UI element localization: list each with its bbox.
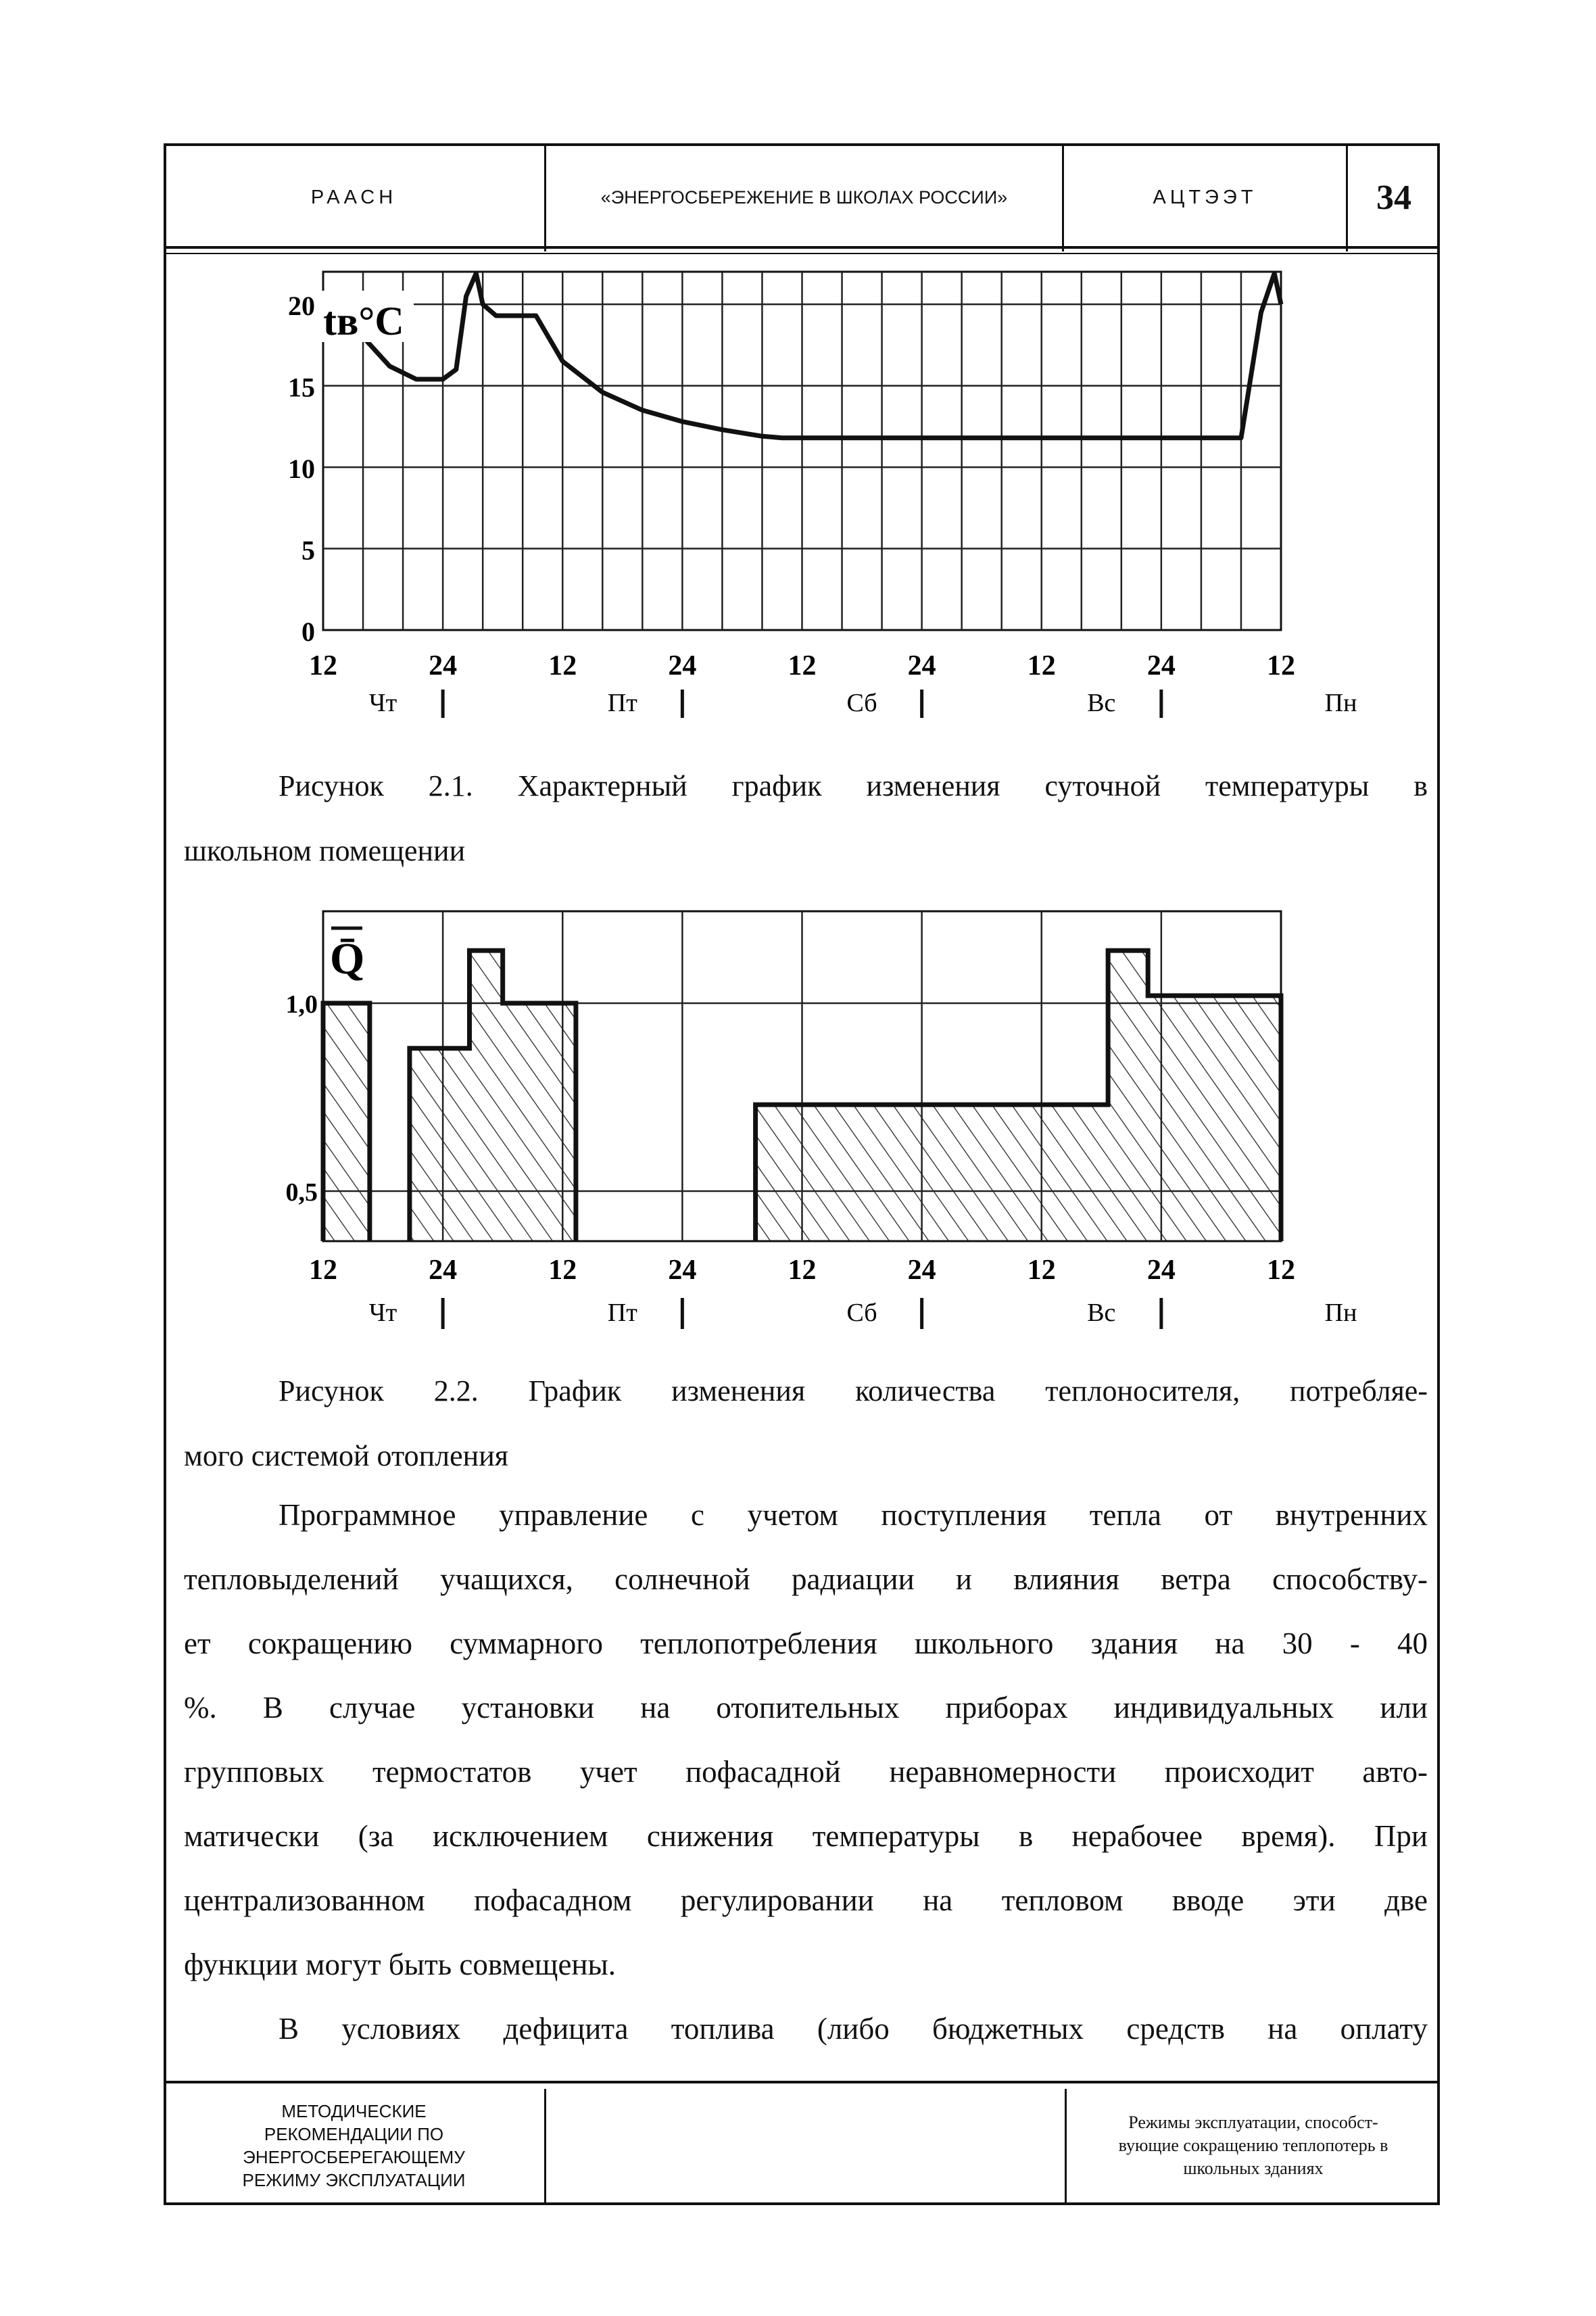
page-number: 34 <box>1376 178 1411 217</box>
heat-carrier-day-label: Сб <box>846 1299 877 1327</box>
temperature-y-tick: 15 <box>288 372 315 403</box>
temperature-day-label: Вс <box>1087 689 1116 717</box>
footer-left-line: ЭНЕРГОСБЕРЕГАЮЩЕМУ <box>243 2147 465 2167</box>
body-line: В условиях дефицита топлива (либо бюджетных средств на оплату <box>279 2012 1428 2046</box>
temperature-ylabel: tв°C <box>323 299 404 343</box>
header-org-left-text: РААСН <box>310 186 397 208</box>
temperature-day-label: Сб <box>846 689 877 717</box>
temperature-day-label: Пт <box>607 689 637 717</box>
heat-carrier-bar <box>1148 996 1281 1241</box>
heat-carrier-y-tick: 1,0 <box>285 990 318 1019</box>
footer-right-line: Режимы эксплуатации, способст- <box>1128 2113 1378 2132</box>
heat-carrier-bar <box>323 1003 370 1241</box>
footer-left-line: РЕЖИМУ ЭКСПЛУАТАЦИИ <box>242 2170 466 2190</box>
header-org-right-text: АЦТЭЭТ <box>1153 186 1257 208</box>
temperature-x-tick: 12 <box>788 650 817 681</box>
footer-left-line: РЕКОМЕНДАЦИИ ПО <box>264 2124 444 2144</box>
temperature-y-tick: 0 <box>301 617 315 647</box>
heat-carrier-x-tick: 24 <box>1146 1255 1176 1286</box>
footer-right-line: школьных зданиях <box>1183 2158 1324 2178</box>
heat-carrier-x-tick: 12 <box>309 1255 337 1286</box>
temperature-x-tick: 24 <box>668 650 697 681</box>
footer-left <box>164 2089 546 2202</box>
footer-right <box>1067 2089 1440 2202</box>
header-title-text: «ЭНЕРГОСБЕРЕЖЕНИЕ В ШКОЛАХ РОССИИ» <box>600 187 1008 208</box>
page-footer <box>164 2081 1440 2205</box>
heat-carrier-bar <box>469 950 502 1241</box>
temperature-day-label: Чт <box>368 689 397 717</box>
figure-2-2-caption-line-2: мого системой отопления <box>184 1439 508 1472</box>
heat-carrier-y-tick: 0,5 <box>285 1178 318 1207</box>
footer-right-line: вующие сокращению теплопотерь в <box>1118 2136 1388 2155</box>
heat-carrier-x-tick: 12 <box>1267 1255 1295 1286</box>
temperature-day-label: Пн <box>1324 689 1357 717</box>
heat-carrier-day-label: Пн <box>1324 1299 1357 1327</box>
body-line: централизованном пофасадном регулировании на тепловом вводе эти две <box>184 1883 1428 1917</box>
temperature-x-tick: 24 <box>907 650 936 681</box>
footer-center <box>546 2089 1067 2202</box>
body-line: %. В случае установки на отопительных приборах индивидуальных или <box>184 1691 1428 1724</box>
heat-carrier-x-tick: 12 <box>1027 1255 1056 1286</box>
heat-carrier-x-tick: 24 <box>668 1255 697 1286</box>
body-paragraph-1 <box>184 1483 1428 1997</box>
heat-carrier-day-labels <box>369 1298 1357 1329</box>
heat-carrier-day-label: Вс <box>1087 1299 1116 1327</box>
heat-carrier-bar <box>756 1105 1109 1241</box>
figure-2-1-caption-line-1: Рисунок 2.1. Характерный график изменения суточной температуры в <box>279 769 1428 802</box>
temperature-y-tick: 10 <box>288 454 315 485</box>
temperature-x-tick: 24 <box>429 650 458 681</box>
heat-carrier-x-ticks <box>309 1255 1295 1286</box>
heat-carrier-x-tick: 12 <box>548 1255 577 1286</box>
temperature-y-tick: 5 <box>301 535 315 566</box>
body-line: ет сокращению суммарного теплопотребления школьного здания на 30 - 40 <box>184 1626 1428 1660</box>
temperature-x-tick: 12 <box>548 650 577 681</box>
figure-2-1-caption-line-2: школьном помещении <box>184 834 466 867</box>
temperature-x-tick: 12 <box>309 650 337 681</box>
body-line: матически (за исключением снижения температуры в нерабочее время). При <box>184 1819 1428 1853</box>
body-line: тепловыделений учащихся, солнечной радиации и влияния ветра способству- <box>184 1562 1428 1596</box>
heat-carrier-x-tick: 24 <box>907 1255 936 1286</box>
heat-carrier-bar <box>503 1003 576 1241</box>
temperature-x-tick: 12 <box>1027 650 1056 681</box>
temperature-x-tick: 24 <box>1146 650 1176 681</box>
heat-carrier-day-label: Чт <box>368 1299 397 1327</box>
figure-2-2-caption-line-1: Рисунок 2.2. График изменения количества теплоносителя, потребляе- <box>279 1374 1428 1407</box>
heat-carrier-bar <box>1108 950 1148 1241</box>
temperature-x-tick: 12 <box>1267 650 1295 681</box>
body-paragraph-2 <box>184 1997 1428 2061</box>
heat-carrier-ylabel: Q̄ <box>330 934 365 984</box>
heat-carrier-day-label: Пт <box>607 1299 637 1327</box>
heat-carrier-x-tick: 24 <box>429 1255 458 1286</box>
temperature-y-tick: 20 <box>288 291 315 322</box>
heat-carrier-x-tick: 12 <box>788 1255 817 1286</box>
body-line: групповых термостатов учет пофасадной неравномерности происходит авто- <box>184 1755 1428 1789</box>
body-line: Программное управление с учетом поступления тепла от внутренних <box>279 1498 1428 1532</box>
figure-2-2-caption <box>184 1359 1428 1489</box>
heat-carrier-bar <box>410 1048 470 1241</box>
body-line: функции могут быть совмещены. <box>184 1948 616 1981</box>
footer-left-line: МЕТОДИЧЕСКИЕ <box>281 2101 427 2121</box>
